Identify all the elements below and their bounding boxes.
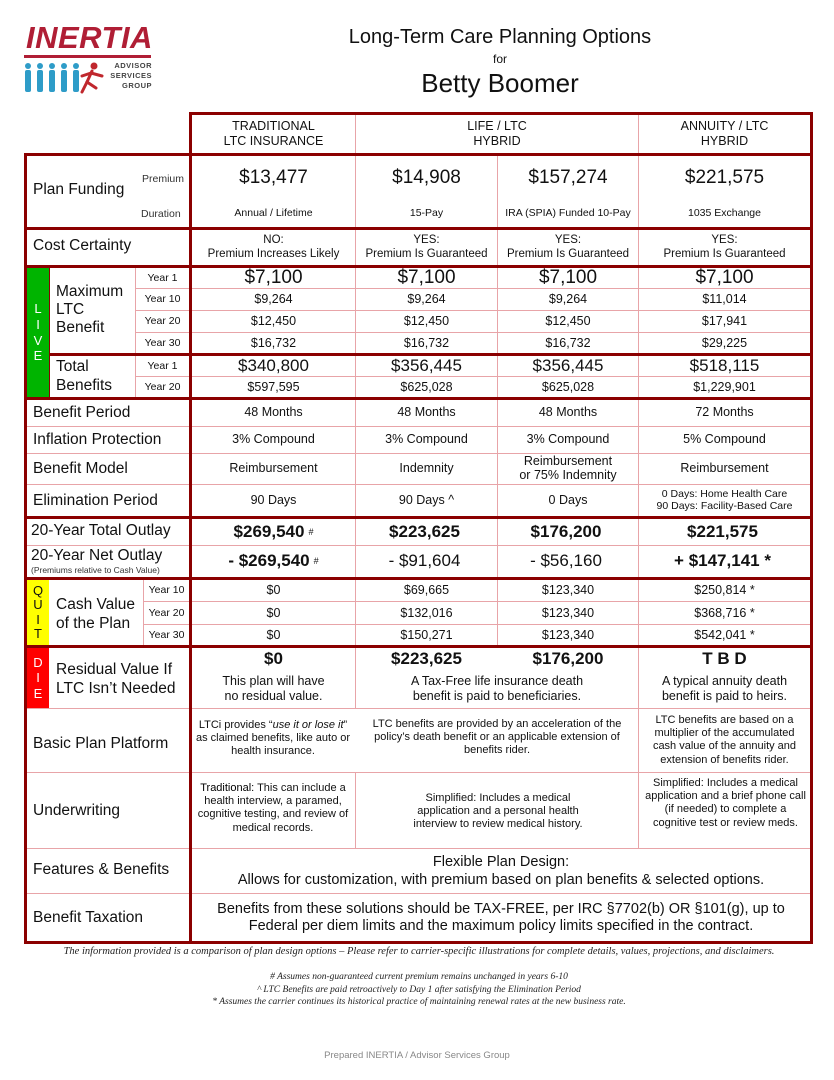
net-outlay-amount: - $91,604 <box>388 551 461 571</box>
row-label: Elimination Period <box>33 491 158 509</box>
max-benefit-value: $11,014 <box>702 292 747 306</box>
row-label: Inflation Protection <box>33 431 162 448</box>
underwriting-type: Traditional: <box>200 782 255 794</box>
column-header-annuity <box>639 115 810 153</box>
side-letter: L <box>34 301 42 317</box>
premium-value: $13,477 <box>239 166 308 188</box>
cash-value: $132,016 <box>400 605 453 620</box>
divider <box>49 266 50 398</box>
outlay-amount: $221,575 <box>687 521 758 541</box>
side-letter: Q <box>32 582 44 598</box>
certainty-detail: Premium Is Guaranteed <box>663 247 786 260</box>
logo-wordmark: INERTIA <box>26 20 153 55</box>
residual-value-life-1: $223,625 <box>391 648 462 668</box>
row-value: 3% Compound <box>526 432 610 447</box>
row-value: Reimbursement <box>229 461 318 476</box>
text-part-emphasis: use it or lose it <box>272 719 344 731</box>
row-value: 90 Days ^ <box>398 492 455 507</box>
outlay-amount: $269,540 <box>233 521 305 541</box>
row-label-plan-funding: Plan Funding <box>33 181 125 198</box>
total-benefit-value: $356,445 <box>391 355 462 375</box>
features-heading: Flexible Plan Design: <box>432 854 570 871</box>
total-benefit-value: $340,800 <box>238 355 309 375</box>
row-label-total-outlay: 20-Year Total Outlay <box>31 522 171 539</box>
row-label-taxation: Benefit Taxation <box>33 909 144 926</box>
certainty-detail: Premium Increases Likely <box>207 247 340 260</box>
row-value: 3% Compound <box>385 432 468 447</box>
row-value: 0 Days: Home Health Care 90 Days: Facility-Based Care <box>656 487 793 512</box>
text-part: ” as claimed benefits, like auto or health insurance. <box>195 719 351 758</box>
premium-sublabel: Premium <box>142 173 185 185</box>
year-label: Year 10 <box>144 293 181 306</box>
premium-value: $14,908 <box>392 166 461 188</box>
underwriting-life <box>400 774 596 846</box>
max-benefit-value: $16,732 <box>545 335 591 350</box>
net-outlay-value <box>639 546 810 577</box>
duration-value: 1035 Exchange <box>688 206 761 219</box>
divider <box>24 708 810 709</box>
cash-value: $150,271 <box>400 627 453 642</box>
year-label: Year 30 <box>144 336 181 349</box>
max-benefit-value: $9,264 <box>254 292 293 306</box>
label-line: Benefit <box>56 319 105 336</box>
border <box>24 153 813 156</box>
border <box>810 112 813 944</box>
side-letter: D <box>33 654 43 670</box>
column-header-traditional <box>192 115 355 153</box>
quit-section-bar <box>27 580 49 645</box>
certainty-detail: Premium Is Guaranteed <box>506 247 630 260</box>
max-benefit-value: $9,264 <box>407 292 446 306</box>
row-label: Benefit Period <box>33 404 131 421</box>
text-part: This can include a health interview, a paramed, cognitive testing, and review of medical records. <box>197 782 349 834</box>
total-benefit-value: $518,115 <box>689 355 760 375</box>
duration-sublabel: Duration <box>141 208 181 220</box>
residual-desc-traditional: This plan will have no residual value. <box>222 674 325 703</box>
premium-value: $157,274 <box>528 166 608 188</box>
cost-certainty-value <box>192 230 355 265</box>
max-benefit-value: $12,450 <box>545 314 591 328</box>
cash-value: $69,665 <box>403 583 450 597</box>
cash-value: $123,340 <box>541 583 595 597</box>
side-letter: I <box>36 316 40 332</box>
underwriting-type: Simplified: <box>425 792 477 804</box>
cash-value: $368,716 * <box>694 605 755 620</box>
net-outlay-value <box>192 546 355 577</box>
cash-value: $0 <box>266 583 281 597</box>
row-label-underwriting: Underwriting <box>33 802 121 819</box>
header-line: LTC INSURANCE <box>223 134 324 148</box>
footnote-mark: # <box>313 556 319 567</box>
row-value: Reimbursement <box>680 461 769 476</box>
logo-sub-line: GROUP <box>121 81 152 90</box>
row-value: 48 Months <box>244 405 303 420</box>
total-benefit-value: $356,445 <box>532 355 604 375</box>
cash-value: $250,814 * <box>694 583 755 597</box>
side-letter: I <box>36 670 40 686</box>
premium-value: $221,575 <box>684 166 765 188</box>
max-benefit-value: $16,732 <box>250 335 297 350</box>
header-line: HYBRID <box>473 134 521 148</box>
row-label-features: Features & Benefits <box>33 861 170 878</box>
header-line: HYBRID <box>700 134 749 148</box>
net-outlay-sublabel: (Premiums relative to Cash Value) <box>31 565 160 575</box>
year-label: Year 30 <box>148 628 185 641</box>
max-benefit-value: $12,450 <box>403 314 450 328</box>
row-label: Benefit Model <box>33 460 128 477</box>
duration-value: 15-Pay <box>409 206 444 219</box>
label-line: Cash Value <box>56 596 135 613</box>
logo-subtitle <box>106 61 152 91</box>
row-value: 48 Months <box>397 405 456 420</box>
column-header-life <box>356 115 638 153</box>
certainty-detail: Premium Is Guaranteed <box>365 247 488 260</box>
cost-certainty-value <box>356 230 497 265</box>
net-outlay-amount: - $269,540 <box>228 551 310 571</box>
divider <box>355 772 356 848</box>
certainty-answer: YES: <box>413 233 440 246</box>
max-benefit-value: $12,450 <box>250 314 297 328</box>
underwriting-annuity <box>645 774 806 846</box>
row-label-basic-plan: Basic Plan Platform <box>33 735 169 752</box>
net-outlay-amount: - $56,160 <box>530 551 602 571</box>
divider <box>24 893 810 894</box>
residual-desc-annuity: A typical annuity death benefit is paid to heirs. <box>661 674 788 703</box>
outlay-amount: $223,625 <box>389 521 460 541</box>
logo-underline <box>24 55 151 58</box>
label-line: LTC Isn’t Needed <box>56 680 176 697</box>
total-benefit-value: $597,595 <box>247 379 300 394</box>
divider <box>24 772 810 773</box>
year-label: Year 20 <box>144 315 181 328</box>
net-outlay-amount: + $147,141 * <box>674 551 771 571</box>
max-benefit-value: $9,264 <box>548 292 588 306</box>
footnote: ^ LTC Benefits are paid retroactively to Day 1 after satisfying the Elimination Period <box>257 985 581 995</box>
row-label-residual-value <box>56 660 175 698</box>
text-part: Includes a medical application and a brief phone call (if needed) to complete a cognitive test or review meds. <box>645 777 806 829</box>
row-label-cost-certainty: Cost Certainty <box>33 237 132 254</box>
certainty-answer: NO: <box>263 233 284 246</box>
side-letter: I <box>36 611 40 627</box>
label-line: Residual Value If <box>56 661 173 678</box>
side-letter: E <box>33 348 43 364</box>
year-label: Year 1 <box>147 271 178 284</box>
label-line: Total <box>56 358 89 375</box>
row-value: Indemnity <box>399 461 454 476</box>
duration-value: IRA (SPIA) Funded 10-Pay <box>505 206 631 219</box>
header-line: TRADITIONAL <box>232 119 315 133</box>
basic-plan-life: LTC benefits are provided by an acceleration of the policy’s death benefit or an applicable extension of benefits rider. <box>372 718 622 757</box>
max-benefit-value: $29,225 <box>701 335 748 350</box>
row-value: 90 Days <box>250 492 297 507</box>
title-for: for <box>492 52 507 66</box>
label-line: Benefits <box>56 377 113 394</box>
year-label: Year 20 <box>144 380 181 393</box>
row-label-net-outlay: 20-Year Net Outlay <box>31 547 163 564</box>
max-benefit-value: $7,100 <box>397 266 456 288</box>
footnote: * Assumes the carrier continues its historical practice of maintaining renewal rates at the new business rate. <box>212 997 626 1007</box>
footnote: # Assumes non-guaranteed current premium remains unchanged in years 6-10 <box>270 972 568 982</box>
label-line: LTC <box>56 301 85 318</box>
features-body: Allows for customization, with premium based on plan benefits & selected options. <box>237 871 765 888</box>
prepared-by: Prepared INERTIA / Advisor Services Group <box>324 1050 510 1061</box>
disclaimer: The information provided is a comparison of plan design options – Please refer to carrier-specific illustrations for complete details, values, projections, and disclaimers. <box>63 946 775 957</box>
cash-value: $0 <box>266 605 281 620</box>
net-outlay-value <box>498 546 638 577</box>
taxation-text: Benefits from these solutions should be TAX-FREE, per IRC §7702(b) OR §101(g), up to Federal per diem limits and the maximum policy limits specified in the contract. <box>217 900 785 934</box>
text-part: Includes a medical application and a personal health interview to review medical history. <box>413 792 583 831</box>
row-label-max-ltc-benefit <box>56 283 123 337</box>
basic-plan-annuity: LTC benefits are based on a multiplier of the accumulated cash value of the annuity and extension of benefits rider. <box>652 714 797 766</box>
divider <box>24 848 810 849</box>
side-letter: T <box>34 625 42 641</box>
total-benefit-value: $625,028 <box>400 379 453 394</box>
cost-certainty-value <box>639 230 810 265</box>
max-benefit-value: $7,100 <box>538 266 598 288</box>
total-outlay-value <box>356 519 497 545</box>
page-title: Long-Term Care Planning Options <box>348 26 652 48</box>
row-value: Reimbursement or 75% Indemnity <box>519 454 617 482</box>
underwriting-type: Simplified: <box>653 777 704 789</box>
residual-value-life-2: $176,200 <box>532 648 604 668</box>
row-value: 0 Days <box>548 492 588 507</box>
row-value: 5% Compound <box>683 432 766 447</box>
features-text <box>192 850 810 893</box>
cost-certainty-value <box>498 230 638 265</box>
year-label: Year 20 <box>148 606 185 619</box>
duration-value: Annual / Lifetime <box>234 206 313 219</box>
total-outlay-value <box>498 519 638 545</box>
total-benefit-value: $1,229,901 <box>693 379 756 394</box>
cash-value: $542,041 * <box>694 627 755 642</box>
residual-desc-life: A Tax-Free life insurance death benefit is paid to beneficiaries. <box>410 674 584 703</box>
max-benefit-value: $7,100 <box>695 266 754 288</box>
residual-value-annuity: T B D <box>702 648 747 668</box>
side-letter: U <box>33 597 43 613</box>
side-letter: V <box>33 332 43 348</box>
header-line: ANNUITY / LTC <box>680 119 769 133</box>
die-section-bar <box>27 648 49 708</box>
label-line: of the Plan <box>56 615 131 632</box>
row-label-cash-value <box>56 595 135 633</box>
footnote-mark: # <box>308 526 314 537</box>
max-benefit-value: $7,100 <box>244 266 303 288</box>
border <box>24 941 813 944</box>
certainty-answer: YES: <box>554 233 582 246</box>
text-part: LTCi provides “ <box>198 719 273 731</box>
max-benefit-value: $17,941 <box>701 314 748 328</box>
max-benefit-value: $16,732 <box>403 335 450 350</box>
label-line: Maximum <box>56 283 124 300</box>
total-benefit-value: $625,028 <box>541 379 595 394</box>
underwriting-traditional <box>194 774 352 846</box>
certainty-answer: YES: <box>711 233 738 246</box>
residual-value-traditional: $0 <box>264 648 283 668</box>
side-letter: E <box>33 685 43 701</box>
cash-value: $123,340 <box>541 605 595 620</box>
row-value: 72 Months <box>695 405 754 420</box>
live-section-bar <box>27 268 49 397</box>
outlay-amount: $176,200 <box>530 521 602 541</box>
year-label: Year 10 <box>148 584 185 597</box>
net-outlay-value <box>356 546 497 577</box>
row-label-total-benefits <box>56 357 112 395</box>
year-label: Year 1 <box>147 359 178 372</box>
logo-people-icon <box>24 62 104 96</box>
cash-value: $123,340 <box>541 627 595 642</box>
total-outlay-value <box>192 519 355 545</box>
row-value: 3% Compound <box>232 432 315 447</box>
header-line: LIFE / LTC <box>467 119 527 133</box>
row-value: 48 Months <box>538 405 598 420</box>
logo-sub-line: SERVICES <box>110 71 152 80</box>
basic-plan-traditional <box>194 710 352 772</box>
total-outlay-value <box>639 519 810 545</box>
logo-sub-line: ADVISOR <box>114 61 152 70</box>
cash-value: $0 <box>266 627 281 642</box>
client-name: Betty Boomer <box>421 68 579 98</box>
